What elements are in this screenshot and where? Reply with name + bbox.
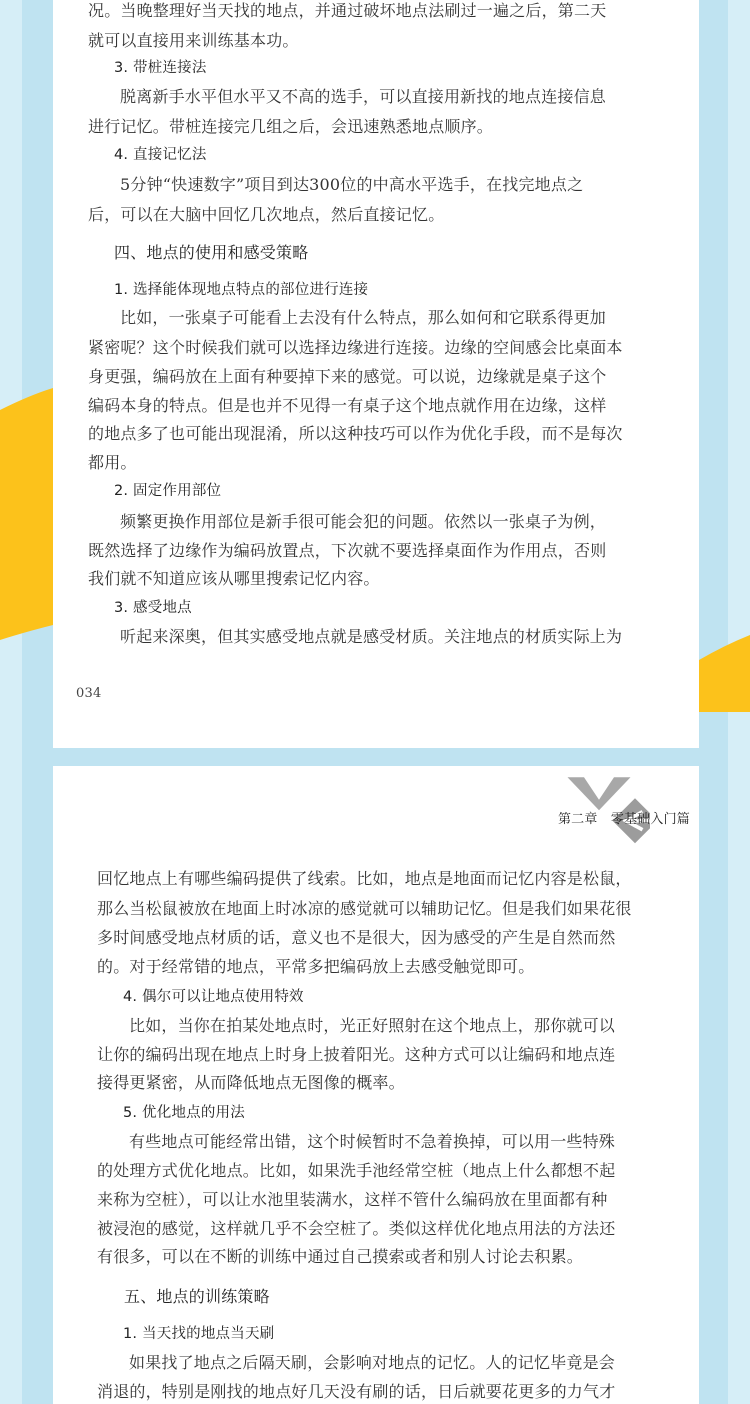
paragraph-line: 况。当晚整理好当天找的地点，并通过破坏地点法刷过一遍之后，第二天 <box>88 1 607 20</box>
subheading: 3. 感受地点 <box>114 600 192 616</box>
paragraph-line: 让你的编码出现在地点上时身上披着阳光。这种方式可以让编码和地点连 <box>97 1045 616 1064</box>
subheading: 1. 当天找的地点当天刷 <box>123 1326 275 1342</box>
paragraph-line: 的处理方式优化地点。比如，如果洗手池经常空桩（地点上什么都想不起 <box>97 1161 616 1180</box>
paragraph-line: 来称为空桩），可以让水池里装满水，这样不管什么编码放在里面都有种 <box>97 1190 608 1209</box>
paragraph-line: 那么当松鼠被放在地面上时冰凉的感觉就可以辅助记忆。但是我们如果花很 <box>97 899 632 918</box>
paragraph-line: 的。对于经常错的地点，平常多把编码放上去感受触觉即可。 <box>97 957 535 976</box>
section-heading: 五、地点的训练策略 <box>124 1287 270 1306</box>
paragraph-line: 既然选择了边缘作为编码放置点，下次就不要选择桌面作为作用点，否则 <box>88 541 607 560</box>
subheading: 4. 偶尔可以让地点使用特效 <box>123 989 304 1005</box>
paragraph-first-line: 脱离新手水平但水平又不高的选手，可以直接用新找的地点连接信息 <box>120 87 607 106</box>
yellow-accent-right <box>699 635 750 712</box>
paragraph-first-line: 比如，一张桌子可能看上去没有什么特点，那么如何和它联系得更加 <box>120 308 607 327</box>
paragraph-line: 的地点多了也可能出现混淆，所以这种技巧可以作为优化手段，而不是每次 <box>88 424 623 443</box>
paragraph-line: 紧密呢？这个时候我们就可以选择边缘进行连接。边缘的空间感会比桌面本 <box>88 338 623 357</box>
subheading: 1. 选择能体现地点特点的部位进行连接 <box>114 282 369 298</box>
paragraph-line: 就可以直接用来训练基本功。 <box>88 31 299 50</box>
paragraph-line: 消退的，特别是刚找的地点好几天没有刷的话，日后就要花更多的力气才 <box>97 1382 616 1401</box>
page-number: 034 <box>76 686 102 701</box>
paragraph-line: 有很多，可以在不断的训练中通过自己摸索或者和别人讨论去积累。 <box>97 1247 584 1266</box>
paragraph-first-line: 如果找了地点之后隔天刷，会影响对地点的记忆。人的记忆毕竟是会 <box>129 1353 616 1372</box>
subheading: 4. 直接记忆法 <box>114 147 207 163</box>
yellow-accent-left <box>0 388 53 640</box>
paragraph-line: 多时间感受地点材质的话，意义也不是很大，因为感受的产生是自然而然 <box>97 928 616 947</box>
paragraph-line: 回忆地点上有哪些编码提供了线索。比如，地点是地面而记忆内容是松鼠， <box>97 869 632 888</box>
paragraph-first-line: 频繁更换作用部位是新手很可能会犯的问题。依然以一张桌子为例， <box>120 512 607 531</box>
paragraph-first-line: 比如，当你在拍某处地点时，光正好照射在这个地点上，那你就可以 <box>129 1016 616 1035</box>
paragraph-line: 编码本身的特点。但是也并不见得一有桌子这个地点就作用在边缘，这样 <box>88 396 607 415</box>
section-heading: 四、地点的使用和感受策略 <box>114 243 309 262</box>
subheading: 2. 固定作用部位 <box>114 483 222 499</box>
paragraph-line: 被浸泡的感觉，这样就几乎不会空桩了。类似这样优化地点用法的方法还 <box>97 1219 616 1238</box>
paragraph-line: 我们就不知道应该从哪里搜索记忆内容。 <box>88 569 380 588</box>
paragraph-first-line: 有些地点可能经常出错，这个时候暂时不急着换掉，可以用一些特殊 <box>129 1132 616 1151</box>
paragraph-first-line: 听起来深奥，但其实感受地点就是感受材质。关注地点的材质实际上为 <box>120 627 623 646</box>
paragraph-line: 都用。 <box>88 453 137 472</box>
paragraph-line: 后，可以在大脑中回忆几次地点，然后直接记忆。 <box>88 205 445 224</box>
subheading: 3. 带桩连接法 <box>114 60 207 76</box>
paragraph-first-line: 5分钟“快速数字”项目到达300位的中高水平选手，在找完地点之 <box>120 175 584 194</box>
chevron-down-icon <box>568 777 631 810</box>
chapter-header: 第二章 零基础入门篇 <box>557 812 690 827</box>
paragraph-line: 进行记忆。带桩连接完几组之后，会迅速熟悉地点顺序。 <box>88 117 494 136</box>
paragraph-line: 接得更紧密，从而降低地点无图像的概率。 <box>97 1073 405 1092</box>
paragraph-line: 身更强，编码放在上面有种要掉下来的感觉。可以说，边缘就是桌子这个 <box>88 367 607 386</box>
subheading: 5. 优化地点的用法 <box>123 1105 245 1121</box>
